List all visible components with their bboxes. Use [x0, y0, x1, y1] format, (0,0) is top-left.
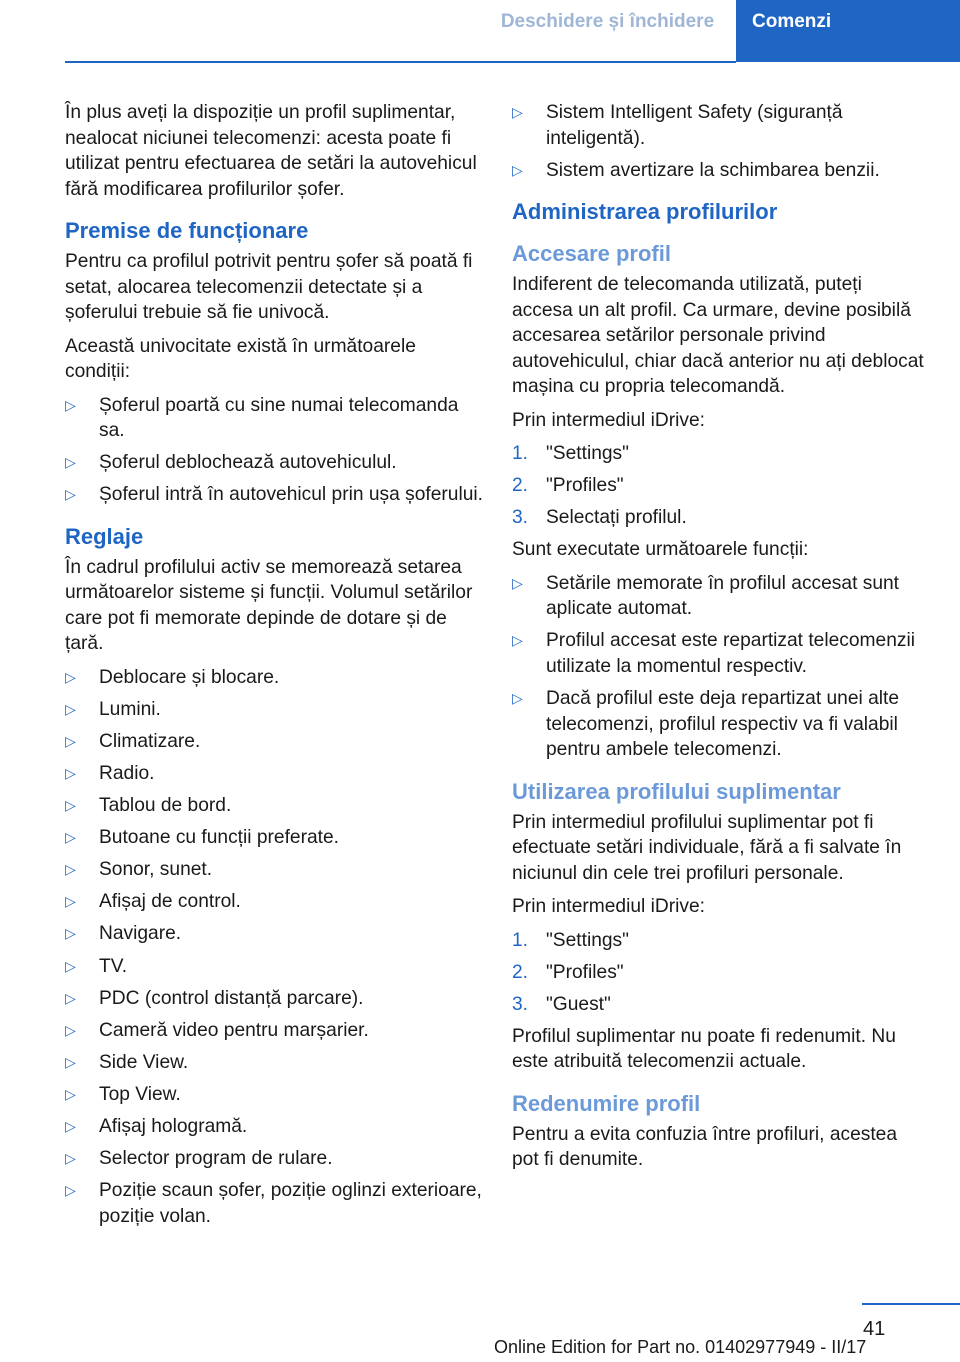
list-item: ▷ Profilul accesat este repartizat telecomenzii utilizate la momentul respectiv.: [512, 630, 915, 677]
access-heading: Accesare profil: [512, 241, 671, 267]
bullet-icon: ▷: [65, 893, 76, 910]
bullet-icon: ▷: [512, 632, 523, 649]
bullet-icon: ▷: [65, 861, 76, 878]
bullet-icon: ▷: [65, 989, 76, 1006]
bullet-icon: ▷: [65, 668, 76, 685]
step-number: 2.: [512, 475, 529, 497]
list-item: ▷ Sonor, sunet.: [65, 857, 485, 883]
list-item: ▷ Butoane cu funcții preferate.: [65, 825, 485, 851]
list-item: 3. Selectați profilul.: [512, 505, 926, 531]
guest-via: Prin intermediul iDrive:: [512, 896, 705, 918]
header-rule: [65, 61, 736, 63]
list-item: ▷ Șoferul poartă cu sine numai telecomanda sa.: [65, 394, 459, 441]
bullet-icon: ▷: [65, 1053, 76, 1070]
bullet-icon: ▷: [65, 829, 76, 846]
bullet-icon: ▷: [65, 1021, 76, 1038]
page-number: 41: [863, 1318, 886, 1340]
guest-paragraph: Prin intermediul profilului suplimentar pot fi efectuate setări individuale, fără a fi salvate în niciunul din cele trei profiluri personale.: [512, 811, 902, 884]
list-item: ▷ PDC (control distanță parcare).: [65, 986, 485, 1012]
list-item: 1. "Settings": [512, 441, 926, 467]
rename-heading: Redenumire profil: [512, 1090, 701, 1116]
guest-steps: [512, 928, 926, 1018]
reglaje-list: [65, 665, 485, 1230]
premise-heading: Premise de funcționare: [65, 218, 309, 243]
guest-heading: Utilizarea profilului suplimentar: [512, 778, 841, 804]
step-number: 1.: [512, 443, 529, 465]
bullet-icon: ▷: [65, 454, 76, 471]
guest-note: Profilul suplimentar nu poate fi redenumit. Nu este atribuită telecomenzii actuale.: [512, 1025, 896, 1073]
step-number: 3.: [512, 993, 529, 1015]
list-item: ▷ Climatizare.: [65, 729, 485, 755]
list-item: ▷ Afișaj de control.: [65, 889, 485, 915]
admin-heading: Administrarea profilurilor: [512, 199, 778, 225]
step-number: 3.: [512, 507, 529, 529]
intro-paragraph: În plus aveți la dispoziție un profil suplimentar, nealocat niciunei telecomenzi: acesta poate fi utilizat pentru efectuarea de setări la autovehicul fără modificarea profilurilor șofer.: [65, 102, 477, 200]
list-item: ▷ TV.: [65, 954, 485, 980]
list-item: ▷ Dacă profilul este deja repartizat unei alte telecomenzi, profilul respectiv va fi valabil pentru ambele telecomenzi.: [512, 688, 900, 761]
premise-paragraph-1: Pentru ca profilul potrivit pentru șofer să poată fi setat, alocarea telecomenzii detectate și a șoferului trebuie să fie univocă.: [65, 251, 473, 323]
list-item: ▷ Navigare.: [65, 921, 485, 947]
access-result-intro: Sunt executate următoarele funcții:: [512, 539, 809, 561]
bullet-icon: ▷: [65, 1182, 76, 1199]
bullet-icon: ▷: [65, 700, 76, 717]
list-item: ▷ Șoferul deblochează autovehiculul.: [65, 450, 485, 476]
list-item: ▷ Side View.: [65, 1050, 485, 1076]
bullet-icon: ▷: [65, 925, 76, 942]
access-results: [512, 571, 926, 763]
footer-rule: [862, 1303, 960, 1305]
list-item: 2. "Profiles": [512, 473, 926, 499]
bullet-icon: ▷: [65, 732, 76, 749]
rename-paragraph: Pentru a evita confuzia între profiluri, acestea pot fi denumite.: [512, 1123, 898, 1171]
premise-paragraph-2: Această univocitate există în următoarele condiții:: [65, 335, 416, 382]
bullet-icon: ▷: [512, 690, 523, 707]
bullet-icon: ▷: [65, 764, 76, 781]
list-item: ▷ Șoferul intră în autovehicul prin ușa șoferului.: [65, 482, 485, 508]
step-number: 2.: [512, 961, 529, 983]
left-column: [65, 100, 485, 1236]
header-section-title: Deschidere și închidere: [500, 11, 715, 32]
page-header: [0, 0, 960, 62]
edition-note: Online Edition for Part no. 01402977949 - II/17: [494, 1337, 867, 1357]
list-item: ▷ Cameră video pentru marșarier.: [65, 1018, 485, 1044]
list-item: 1. "Settings": [512, 928, 926, 954]
bullet-icon: ▷: [65, 1085, 76, 1102]
list-item: ▷ Setările memorate în profilul accesat sunt aplicate automat.: [512, 572, 900, 620]
list-item: ▷ Sistem avertizare la schimbarea benzii.: [512, 158, 926, 184]
bullet-icon: ▷: [65, 1150, 76, 1167]
list-item: ▷ Radio.: [65, 761, 485, 787]
bullet-icon: ▷: [65, 396, 76, 413]
bullet-icon: ▷: [65, 797, 76, 814]
bullet-icon: ▷: [65, 486, 76, 503]
bullet-icon: ▷: [65, 957, 76, 974]
list-item: ▷ Top View.: [65, 1082, 485, 1108]
step-number: 1.: [512, 929, 529, 951]
right-column: [512, 100, 926, 1181]
list-item: ▷ Sistem Intelligent Safety (siguranță inteligentă).: [512, 102, 843, 149]
bullet-icon: ▷: [65, 1118, 76, 1134]
access-paragraph: Indiferent de telecomanda utilizată, puteți accesa un alt profil. Ca urmare, devine posibilă accesarea setărilor personale privind autovehiculul, chiar dacă anterior nu ați deblocat mașina cu propria telecomandă.: [512, 274, 924, 398]
list-item: 3. "Guest": [512, 992, 926, 1018]
bullet-icon: ▷: [512, 104, 523, 120]
systems-list-continued: [512, 100, 926, 183]
list-item: ▷ Lumini.: [65, 697, 485, 723]
list-item: ▷ Poziție scaun șofer, poziție oglinzi exterioare, poziție volan.: [65, 1180, 482, 1227]
reglaje-paragraph: În cadrul profilului activ se memorează setarea următoarelor sisteme și funcții. Volumul setărilor care pot fi memorate depinde de dotare și de țară.: [65, 556, 473, 655]
list-item: ▷ Tablou de bord.: [65, 793, 485, 819]
list-item: ▷ Afișaj hologramă.: [65, 1114, 485, 1140]
list-item: 2. "Profiles": [512, 960, 926, 986]
list-item: ▷ Deblocare și blocare.: [65, 665, 485, 691]
bullet-icon: ▷: [512, 161, 523, 178]
list-item: ▷ Selector program de rulare.: [65, 1146, 485, 1172]
reglaje-heading: Reglaje: [65, 523, 144, 549]
access-steps: [512, 441, 926, 531]
premise-list: [65, 393, 485, 508]
access-via: Prin intermediul iDrive:: [512, 409, 705, 431]
header-chapter-tab: Comenzi: [736, 0, 960, 62]
bullet-icon: ▷: [512, 574, 523, 591]
